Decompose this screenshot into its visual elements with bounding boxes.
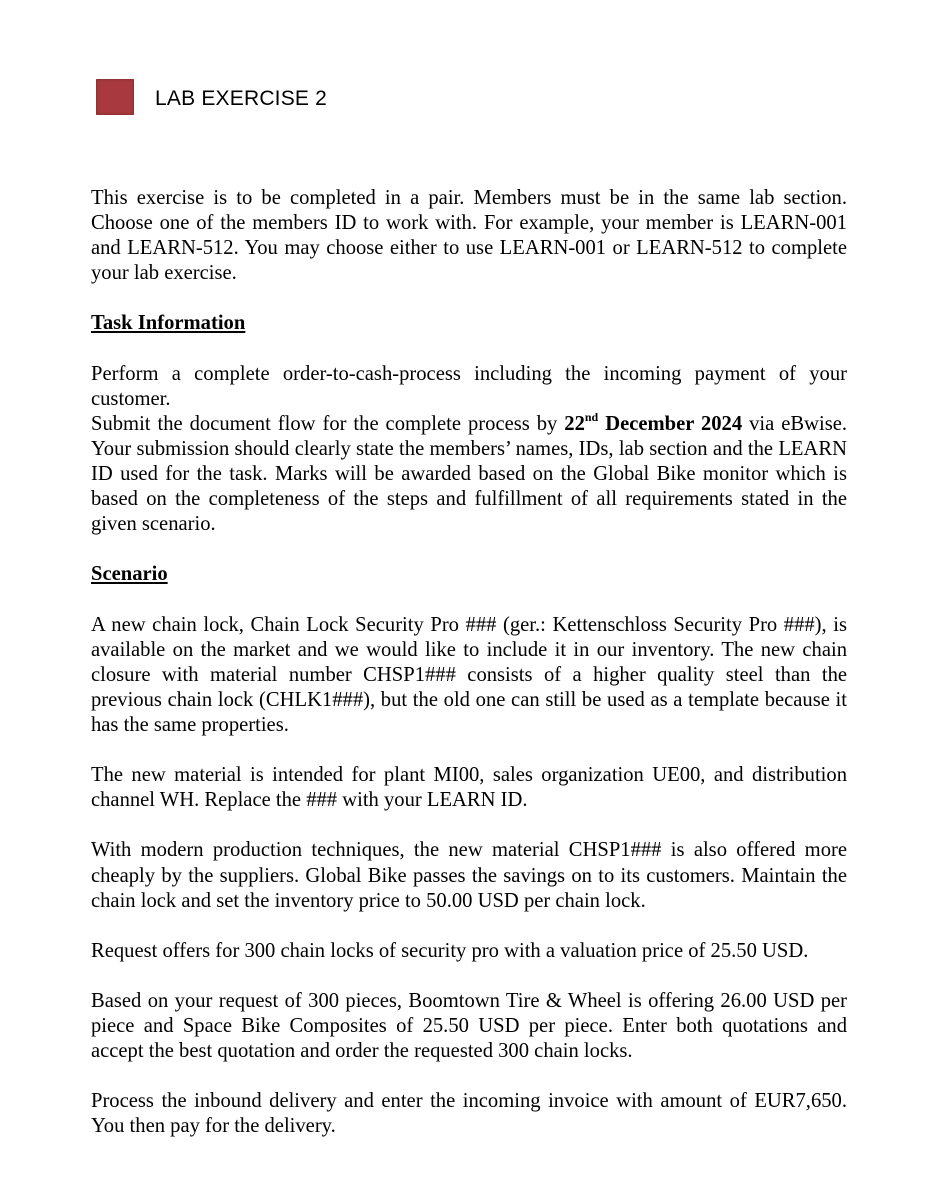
- scenario-paragraph-1: A new chain lock, Chain Lock Security Pro ### (ger.: Kettenschloss Security Pro ###), is available on the market and we would like to include it in our inventory. The new chain closure with material number CHSP1### consists of a higher quality steel than the previous chain lock (CHLK1###), but the old one can still be used as a template because it has the same properties.: [91, 613, 847, 736]
- intro-paragraph: This exercise is to be completed in a pair. Members must be in the same lab section. Choose one of the members ID to work with. For example, your member is LEARN-001 and LEARN-512. You may choose either to use LEARN-001 or LEARN-512 to complete your lab exercise.: [91, 187, 847, 285]
- page-title: LAB EXERCISE 2: [155, 87, 328, 110]
- scenario-paragraph-4: Request offers for 300 chain locks of security pro with a valuation price of 25.50 USD.: [91, 939, 809, 962]
- scenario-paragraph-6: Process the inbound delivery and enter the incoming invoice with amount of EUR7,650. You then pay for the delivery.: [91, 1090, 847, 1138]
- logo-square-icon: [96, 79, 134, 115]
- due-date-suffix: nd: [584, 409, 599, 424]
- scenario-paragraph-3: With modern production techniques, the new material CHSP1### is also offered more cheaply by the suppliers. Global Bike passes the savings on to its customers. Maintain the chain lock and set the inventory price to 50.00 USD per chain lock.: [91, 839, 847, 912]
- due-date-rest: December 2024: [598, 412, 743, 435]
- scenario-paragraph-5: Based on your request of 300 pieces, Boomtown Tire & Wheel is offering 26.00 USD per piece and Space Bike Composites of 25.50 USD per piece. Enter both quotations and accept the best quotation and order the requested 300 chain locks.: [91, 990, 847, 1063]
- due-date: [564, 409, 743, 435]
- document-header: [96, 79, 327, 115]
- scenario-heading: Scenario: [91, 563, 168, 586]
- due-date-day: 22: [564, 412, 585, 435]
- submit-text-post: via eBwise. Your submission should clearly state the members’ names, IDs, lab section and the LEARN ID used for the task. Marks will be awarded based on the Global Bike monitor which is based on the completeness of the steps and fulfillment of all requirements stated in the given scenario.: [91, 412, 848, 536]
- submit-text-pre: Submit the document flow for the complete process by: [91, 412, 565, 435]
- task-paragraph-1: Perform a complete order-to-cash-process including the incoming payment of your customer.: [91, 362, 847, 410]
- document-body: [91, 186, 847, 1140]
- scenario-paragraph-2: The new material is intended for plant MI00, sales organization UE00, and distribution channel WH. Replace the ### with your LEARN ID.: [91, 764, 847, 812]
- task-paragraph-2: [91, 409, 848, 537]
- task-heading: Task Information: [91, 312, 246, 335]
